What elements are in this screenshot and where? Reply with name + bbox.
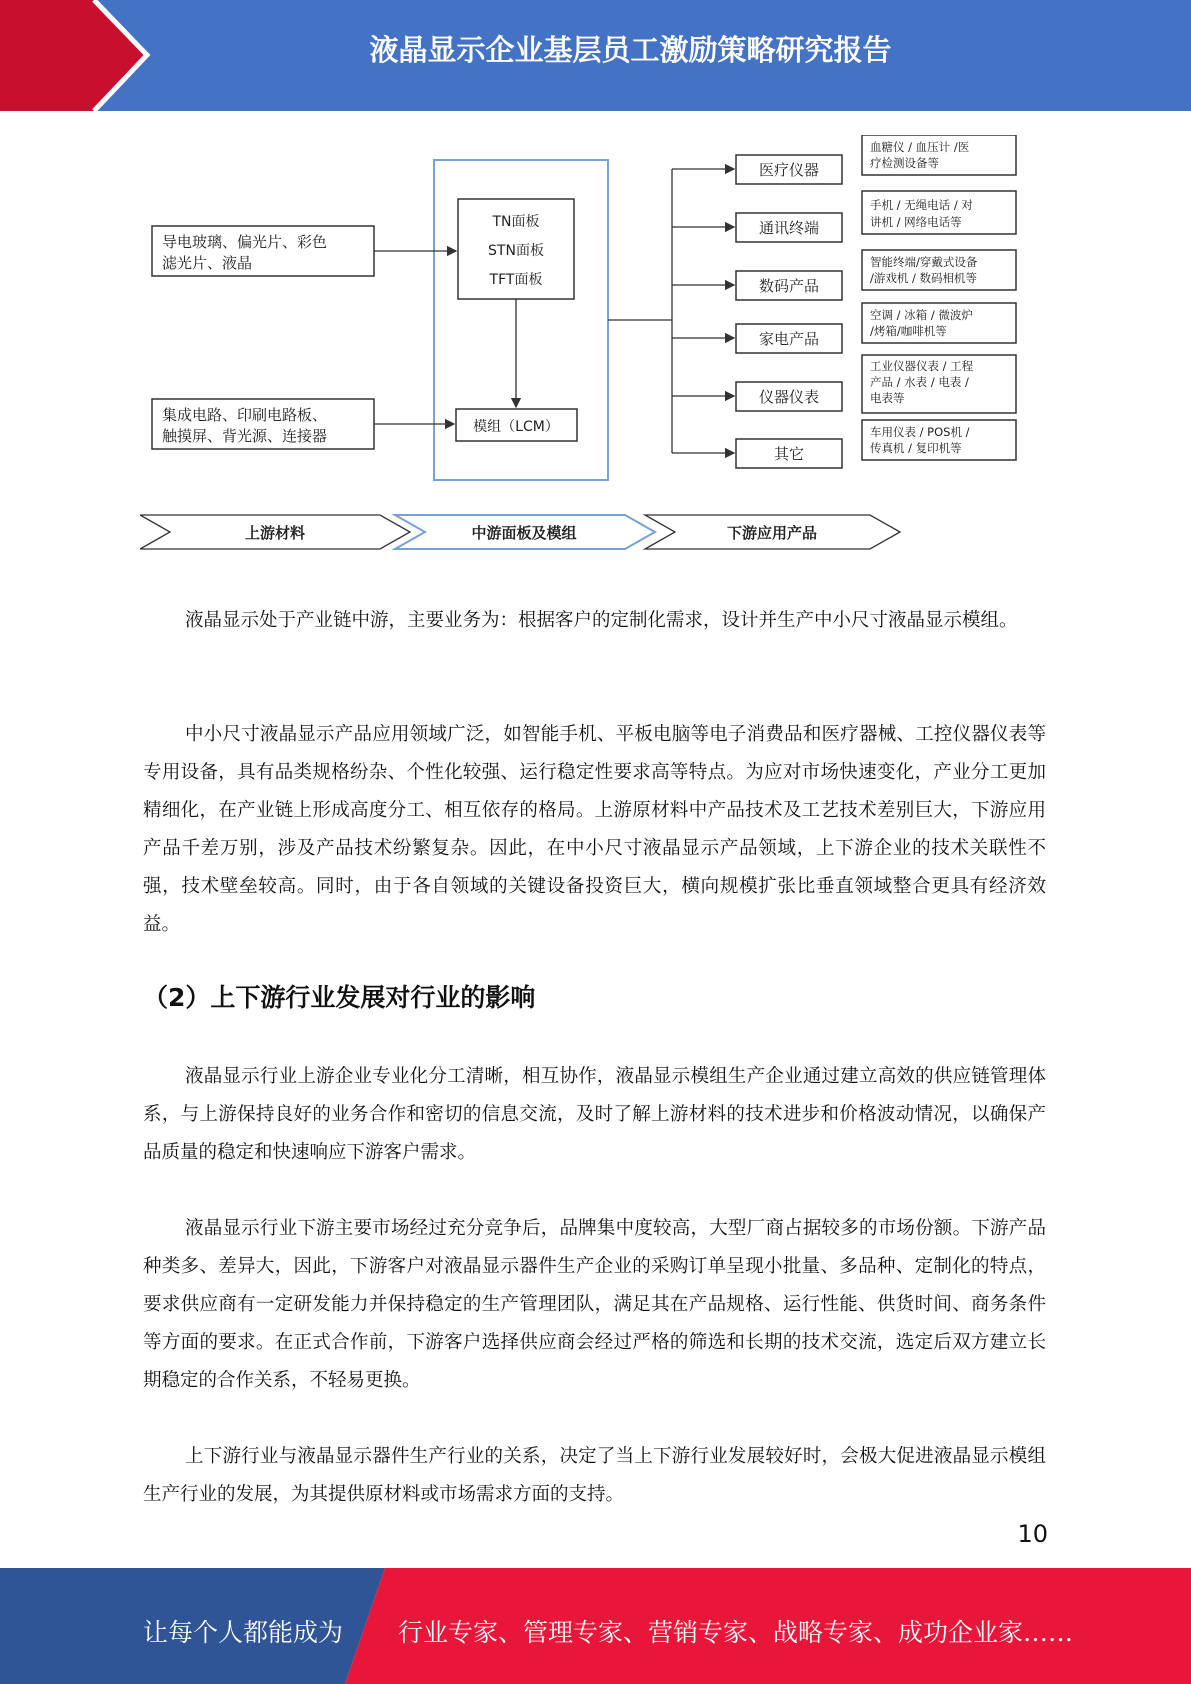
- product-appliance-label: 家电产品: [758, 330, 820, 348]
- industry-chain-diagram: [140, 135, 1040, 560]
- product-digital-label: 数码产品: [758, 277, 820, 295]
- product-other-label: 其它: [773, 445, 805, 463]
- product-telecom-label: 通讯终端: [758, 219, 820, 237]
- product-appliance-desc-2: /烤箱/咖啡机等: [870, 324, 947, 338]
- product-telecom: [736, 191, 1016, 242]
- paragraph-1: 液晶显示处于产业链中游，主要业务为：根据客户的定制化需求，设计并生产中小尺寸液晶显示模组。: [185, 610, 1018, 631]
- paragraph-2: 中小尺寸液晶显示产品应用领域广泛，如智能手机、平板电脑等电子消费品和医疗器械、工控仪器仪表等专用设备，具有品类规格纷杂、个性化较强、运行稳定性要求高等特点。为应对市场快速变化，产业分工更加精细化，在产业链上形成高度分工、相互依存的格局。上游原材料中产品技术及工艺技术差别巨大，下游应用产品千差万别，涉及产品技术纷繁复杂。因此，在中小尺寸液晶显示产品领域，上下游企业的技术关联性不强，技术壁垒较高。同时，由于各自领域的关键设备投资巨大，横向规模扩张比垂直领域整合更具有经济效益。: [143, 724, 1046, 935]
- product-digital-desc-2: /游戏机 / 数码相机等: [870, 271, 978, 285]
- product-digital-desc-1: 智能终端/穿戴式设备: [870, 255, 978, 269]
- product-instrument-desc-3: 电表等: [870, 391, 905, 405]
- product-other: [736, 420, 1016, 468]
- stage-downstream-label: 下游应用产品: [726, 524, 818, 542]
- section-title: （2）上下游行业发展对行业的影响: [143, 983, 536, 1012]
- page-number: 10: [1017, 1520, 1048, 1548]
- module-label: 模组（LCM）: [473, 419, 559, 435]
- stage-upstream-label: 上游材料: [244, 524, 306, 542]
- upstream-materials-line2: 滤光片、液晶: [162, 254, 253, 272]
- paragraph-4: 液晶显示行业下游主要市场经过充分竞争后，品牌集中度较高，大型厂商占据较多的市场份额。下游产品种类多、差异大，因此，下游客户对液晶显示器件生产企业的采购订单呈现小批量、多品种、定制化的特点，要求供应商有一定研发能力并保持稳定的生产管理团队，满足其在产品规格、运行性能、供货时间、商务条件等方面的要求。在正式合作前，下游客户选择供应商会经过严格的筛选和长期的技术交流，选定后双方建立长期稳定的合作关系，不轻易更换。: [143, 1218, 1046, 1391]
- header-title: 液晶显示企业基层员工激励策略研究报告: [369, 33, 892, 67]
- upstream-components-line1: 集成电路、印刷电路板、: [162, 406, 328, 424]
- product-appliance-desc-1: 空调 / 冰箱 / 微波炉: [870, 308, 973, 322]
- footer-slogan-right: 行业专家、管理专家、营销专家、战略专家、成功企业家……: [398, 1618, 1074, 1647]
- upstream-components-line2: 触摸屏、背光源、连接器: [162, 427, 328, 445]
- panel-tn: TN面板: [492, 214, 540, 230]
- product-other-desc-1: 车用仪表 / POS机 /: [870, 425, 970, 439]
- product-digital: [736, 250, 1016, 300]
- product-medical: [736, 135, 1016, 184]
- header-bar: [0, 0, 1191, 111]
- product-telecom-desc-2: 讲机 / 网络电话等: [870, 215, 962, 229]
- paragraph-5: 上下游行业与液晶显示器件生产行业的关系，决定了当上下游行业发展较好时，会极大促进液晶显示模组生产行业的发展，为其提供原材料或市场需求方面的支持。: [143, 1446, 1046, 1505]
- upstream-materials-line1: 导电玻璃、偏光片、彩色: [162, 233, 328, 251]
- product-appliance: [736, 303, 1016, 353]
- panel-tft: TFT面板: [489, 272, 543, 288]
- product-telecom-desc-1: 手机 / 无绳电话 / 对: [870, 198, 973, 212]
- paragraph-3: 液晶显示行业上游企业专业化分工清晰，相互协作，液晶显示模组生产企业通过建立高效的供应链管理体系，与上游保持良好的业务合作和密切的信息交流，及时了解上游材料的技术进步和价格波动情况，以确保产品质量的稳定和快速响应下游客户需求。: [143, 1066, 1046, 1163]
- product-instrument-label: 仪器仪表: [758, 388, 820, 406]
- stage-midstream-label: 中游面板及模组: [471, 524, 577, 542]
- product-medical-desc-2: 疗检测设备等: [870, 156, 939, 170]
- product-instrument: [736, 355, 1016, 413]
- product-instrument-desc-1: 工业仪器仪表 / 工程: [870, 359, 974, 373]
- product-other-desc-2: 传真机 / 复印机等: [870, 441, 962, 455]
- product-instrument-desc-2: 产品 / 水表 / 电表 /: [870, 375, 969, 389]
- product-medical-desc-1: 血糖仪 / 血压计 /医: [870, 140, 970, 154]
- footer-slogan-left: 让每个人都能成为: [143, 1618, 344, 1647]
- panel-stn: STN面板: [488, 243, 544, 259]
- product-medical-label: 医疗仪器: [758, 161, 820, 179]
